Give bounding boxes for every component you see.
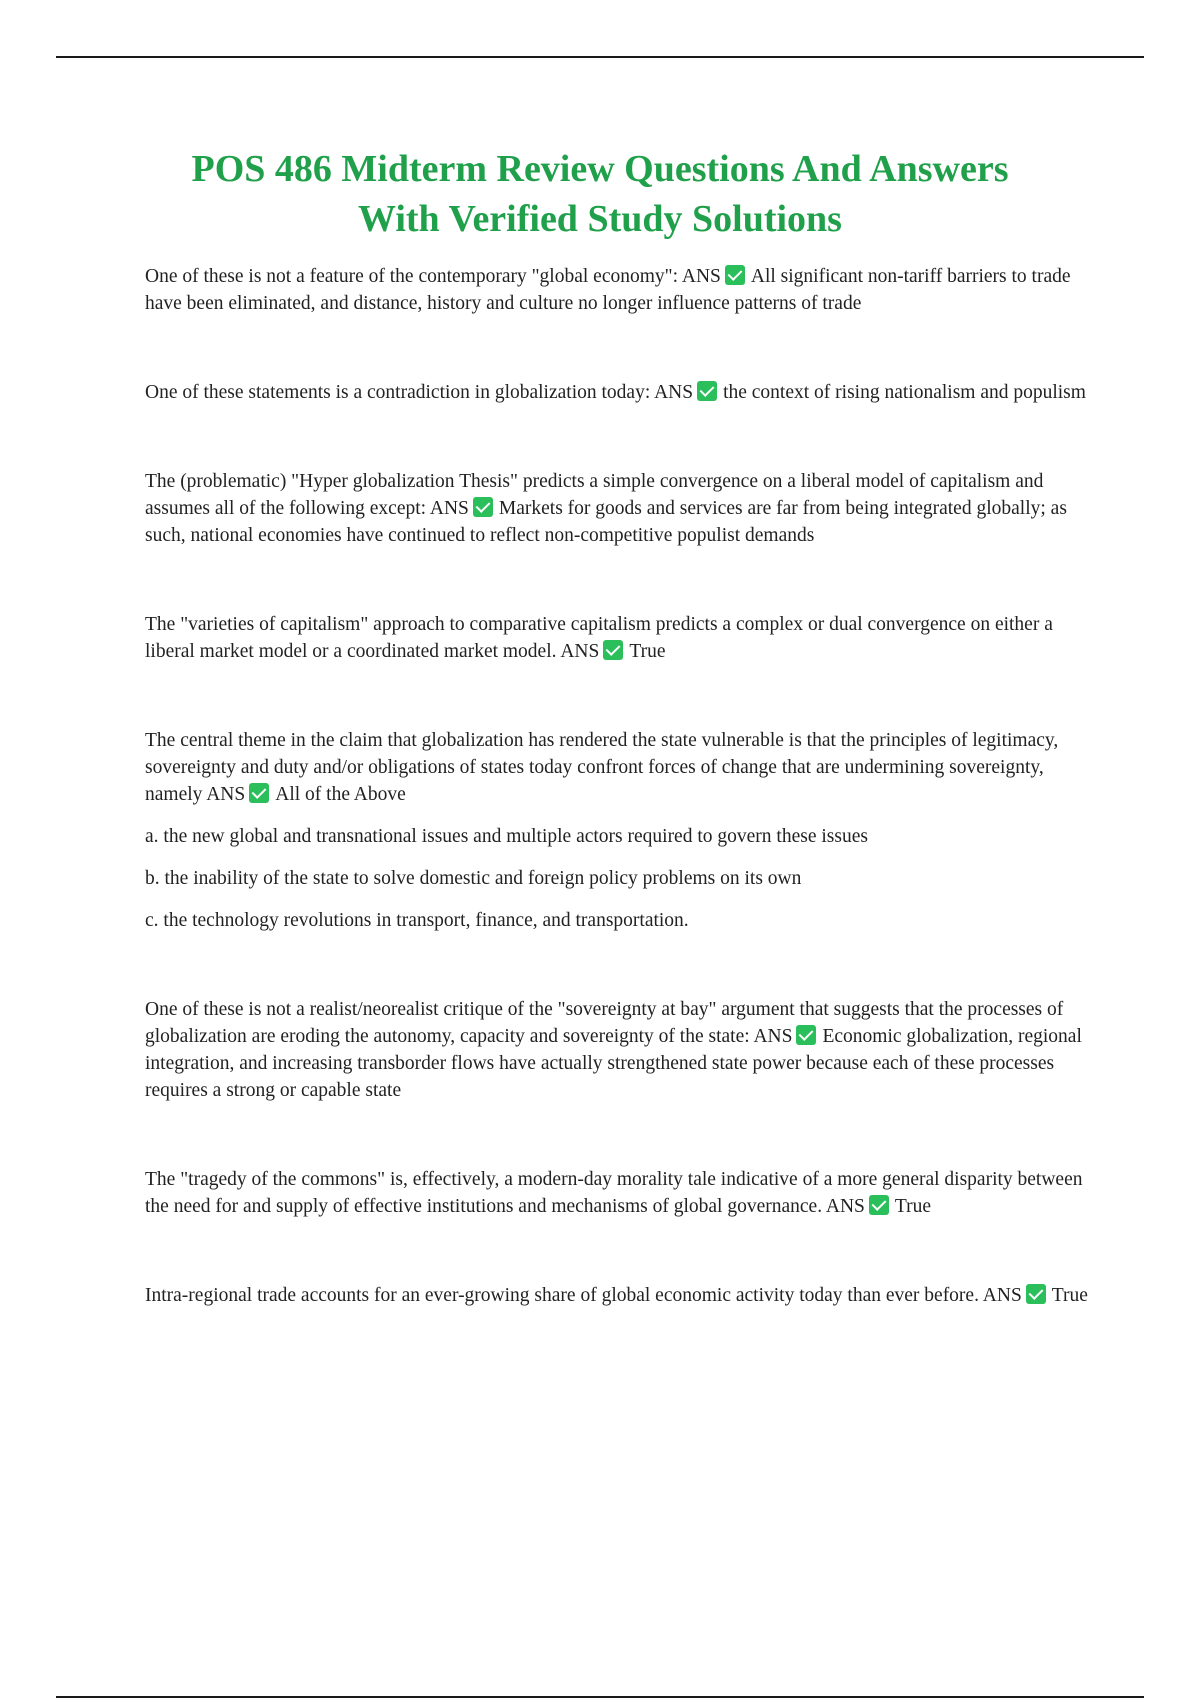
check-mark-icon: [697, 381, 717, 401]
answer-text: True: [894, 1196, 932, 1217]
title-line-2: With Verified Study Solutions: [358, 198, 842, 240]
check-mark-icon: [725, 265, 745, 285]
check-mark-icon: [249, 783, 269, 803]
question-text: The "tragedy of the commons" is, effectively, a modern-day morality tale indicative of a more general disparity between the need for and supply of effective institutions and mechanisms of global governance.: [145, 1169, 1083, 1217]
qa-item-7: [145, 1166, 1090, 1220]
qa-item-5: [145, 727, 1090, 808]
qa-item-6: [145, 996, 1090, 1104]
check-mark-icon: [1026, 1284, 1046, 1304]
document-title: [150, 144, 1050, 244]
answer-marker: ANS: [681, 266, 721, 287]
qa-item-1: [145, 263, 1090, 317]
answer-text: All of the Above: [275, 784, 406, 805]
check-mark-icon: [869, 1195, 889, 1215]
bottom-divider: [56, 1696, 1144, 1698]
question-text: One of these is not a realist/neorealist critique of the "sovereignty at bay" argument that suggests that the processes of globalization are eroding the autonomy, capacity and sovereignty of the state:: [145, 999, 1064, 1047]
option-b: b. the inability of the state to solve domestic and foreign policy problems on its own: [145, 868, 802, 889]
question-text: Intra-regional trade accounts for an ever-growing share of global economic activity today than ever before.: [145, 1285, 979, 1306]
answer-text: the context of rising nationalism and populism: [723, 382, 1086, 403]
answer-text: Markets for goods and services are far from being integrated globally; as such, national economies have continued to reflect non-competitive populist demands: [145, 498, 1067, 546]
check-mark-icon: [473, 497, 493, 517]
answer-marker: ANS: [825, 1196, 865, 1217]
option-c: c. the technology revolutions in transport, finance, and transportation.: [145, 910, 689, 931]
qa-item-4: [145, 611, 1090, 665]
question-text: One of these statements is a contradiction in globalization today:: [145, 382, 651, 403]
answer-text: True: [629, 641, 666, 662]
answer-marker: ANS: [753, 1026, 793, 1047]
answer-text: All significant non-tariff barriers to trade have been eliminated, and distance, history and culture no longer influence patterns of trade: [145, 266, 1071, 314]
answer-text: Economic globalization, regional integration, and increasing transborder flows have actually strengthened state power because each of these processes requires a strong or capable state: [145, 1026, 1082, 1101]
qa-item-2: [145, 379, 1090, 406]
qa-item-3: [145, 468, 1090, 549]
question-text: The "varieties of capitalism" approach to comparative capitalism predicts a complex or dual convergence on either a liberal market model or a coordinated market model.: [145, 614, 1053, 662]
question-text: The central theme in the claim that globalization has rendered the state vulnerable is that the principles of legitimacy, sovereignty and duty and/or obligations of states today confront forces of change that are undermining sovereignty, namely: [145, 730, 1059, 805]
qa-item-8: [145, 1282, 1090, 1309]
check-mark-icon: [603, 640, 623, 660]
answer-marker: ANS: [206, 784, 246, 805]
title-line-1: POS 486 Midterm Review Questions And Answers: [191, 148, 1009, 190]
question-text: One of these is not a feature of the contemporary "global economy":: [145, 266, 679, 287]
answer-text: True: [1051, 1285, 1088, 1306]
top-divider: [56, 56, 1144, 58]
answer-marker: ANS: [654, 382, 694, 403]
option-a: a. the new global and transnational issues and multiple actors required to govern these issues: [145, 826, 868, 847]
answer-marker: ANS: [560, 641, 600, 662]
check-mark-icon: [796, 1025, 816, 1045]
qa-list: [145, 263, 1090, 1309]
answer-marker: ANS: [982, 1285, 1022, 1306]
question-text: The (problematic) "Hyper globalization Thesis" predicts a simple convergence on a liberal model of capitalism and assumes all of the following except:: [145, 471, 1044, 519]
answer-marker: ANS: [429, 498, 469, 519]
